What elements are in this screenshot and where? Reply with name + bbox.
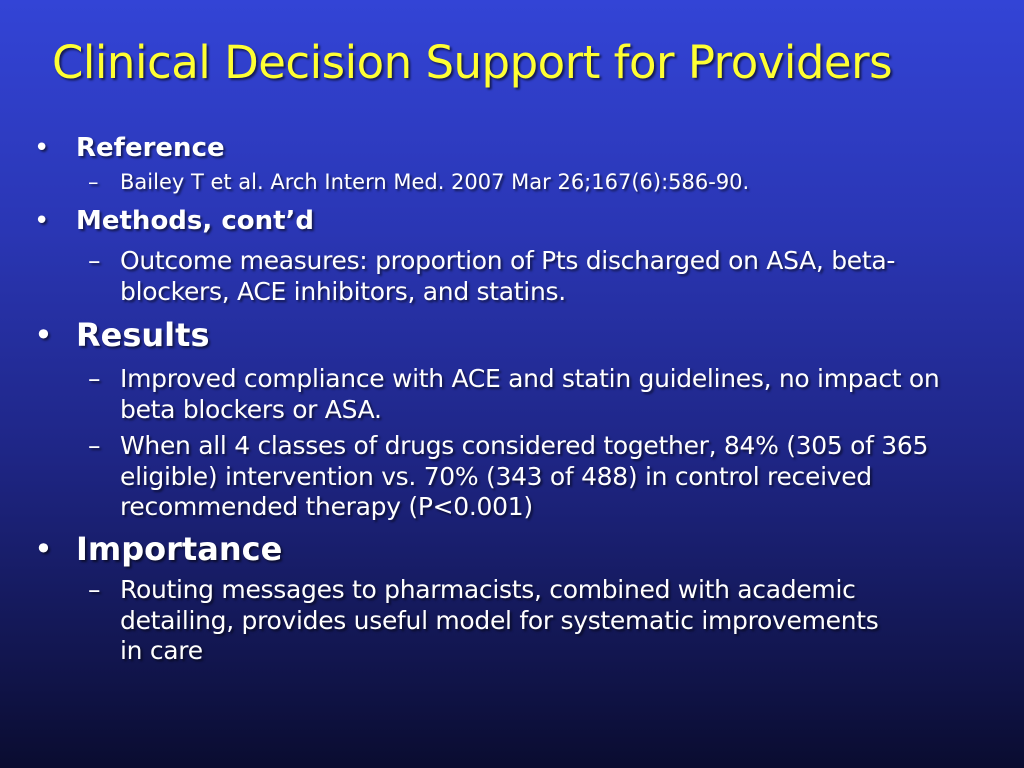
subbullet-text: Bailey T et al. Arch Intern Med. 2007 Mar 26;167(6):586-90. [120,169,750,194]
subbullet-text: When all 4 classes of drugs considered together, 84% (305 of 365 eligible) intervention vs. 70% (343 of 488) in control received recommended therapy (P<0.001) [120,431,929,522]
dash-glyph: – [88,169,99,194]
dash-glyph: – [88,431,101,461]
subbullet-text: Improved compliance with ACE and statin guidelines, no impact on beta blockers or ASA. [120,364,940,424]
bullet-reference [30,134,990,164]
bullet-importance [30,531,990,568]
bullet-glyph: • [34,316,53,355]
dash-glyph: – [88,575,101,605]
bullet-glyph: • [34,529,53,568]
bullet-glyph: • [34,205,50,236]
subbullet-results-compliance [30,364,950,425]
slide-title: Clinical Decision Support for Providers [52,36,893,89]
subbullet-text: Outcome measures: proportion of Pts discharged on ASA, beta-blockers, ACE inhibitors, and statins. [120,246,896,306]
bullet-heading-results: Results [76,316,210,355]
slide-content [30,130,990,667]
subbullet-reference-citation [30,170,930,196]
subbullet-results-all-classes [30,431,950,523]
bullet-heading-reference: Reference [76,133,225,163]
subbullet-text: Routing messages to pharmacists, combined with academic detailing, provides useful model for systematic improvements in care [120,575,879,666]
dash-glyph: – [88,364,101,394]
subbullet-methods-outcome [30,246,940,307]
bullet-heading-methods: Methods, cont’d [76,205,315,236]
bullet-results [30,317,990,354]
subbullet-importance-routing [30,575,880,667]
bullet-heading-importance: Importance [76,529,283,568]
dash-glyph: – [88,246,101,276]
bullet-methods [30,207,990,237]
bullet-glyph: • [34,133,50,163]
